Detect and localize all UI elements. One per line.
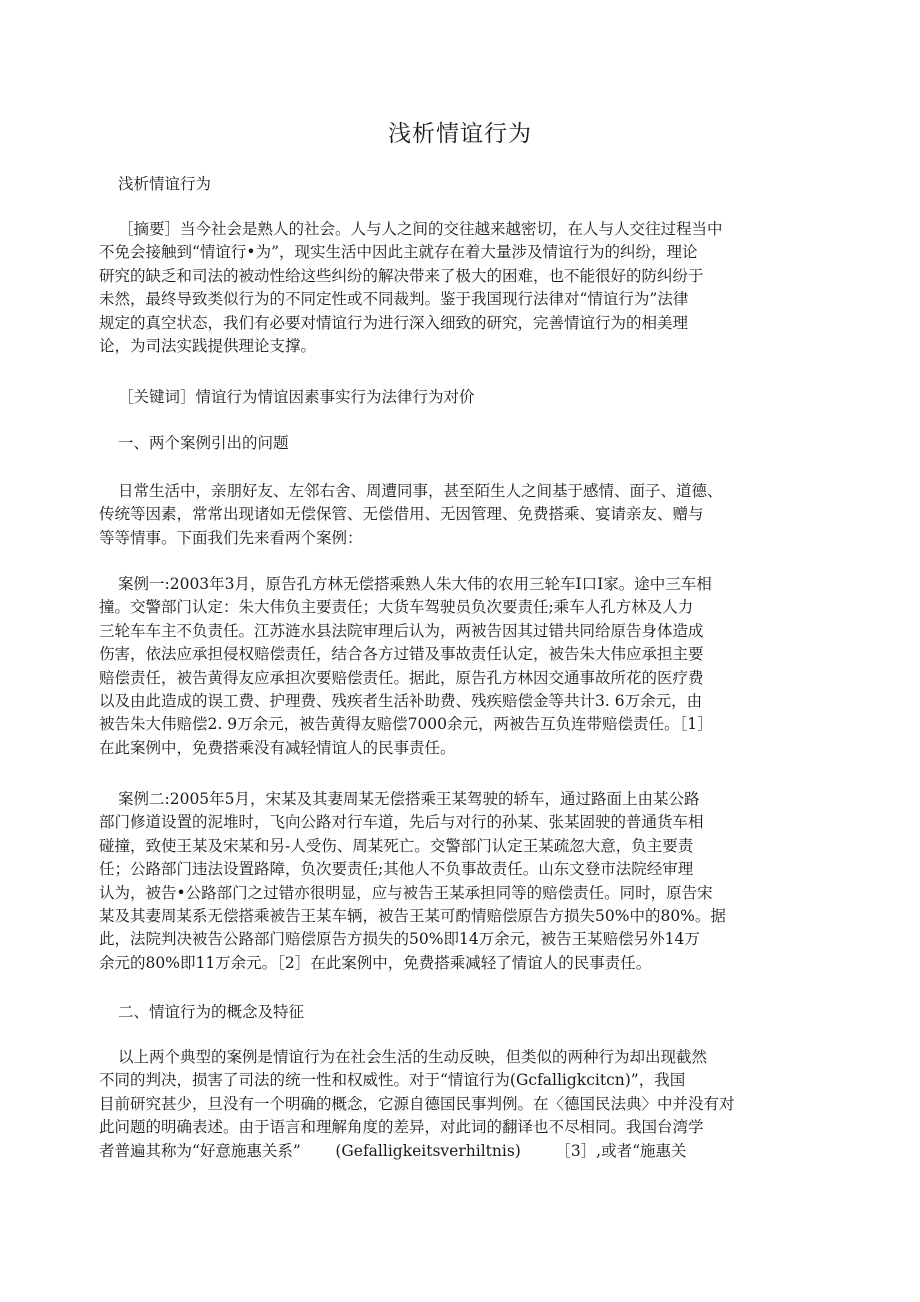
abstract-line: 研究的缺乏和司法的被动性给这些纠纷的解决带来了极大的困难，也不能很好的防纠纷于 bbox=[99, 266, 704, 285]
intro-line: 日常生活中，亲朋好友、左邻右舍、周遭同事，甚至陌生人之间基于感情、面子、道德、 bbox=[118, 482, 723, 500]
section1-intro-paragraph bbox=[99, 480, 823, 550]
section2-line: 目前研究甚少，旦没有一个明确的概念，它源自德国民事判例。在〈德国民法典〉中并没有对 bbox=[99, 1094, 735, 1113]
subtitle-paragraph bbox=[99, 173, 823, 196]
case1-line: 赔偿责任，被告黄得友应承担次要赔偿责任。据此，原告孔方林因交通事故所花的医疗费 bbox=[99, 668, 704, 687]
case2-line: 任；公路部门违法设置路障，负次要责任;其他人不负事故责任。山东文登市法院经审理 bbox=[99, 860, 694, 879]
abstract-line: 未然，最终导致类似行为的不同定性或不同裁判。鉴于我国现行法律对“情谊行为”法律 bbox=[99, 290, 689, 309]
case1-line: 撞。交警部门认定：朱大伟负主要责任；大货车驾驶员负次要责任;乘车人孔方林及人力 bbox=[99, 598, 694, 617]
abstract-line: 论，为司法实践提供理论支撑。 bbox=[99, 336, 317, 355]
keywords-paragraph bbox=[99, 386, 823, 409]
case2-line: 案例二:2005年5月，宋某及其妻周某无偿搭乘王某驾驶的轿车，通过路面上由某公路 bbox=[118, 790, 700, 808]
case1-line: 在此案例中，免费搭乘没有减轻情谊人的民事责任。 bbox=[99, 738, 456, 757]
section1-heading bbox=[99, 432, 823, 455]
section2-line: 此问题的明确表述。由于语言和理解角度的差异，对此词的翻译也不尽相同。我国台湾学 bbox=[99, 1118, 704, 1137]
intro-line: 传统等因素，常常出现诸如无偿保管、无偿借用、无因管理、免费搭乘、宴请亲友、赠与 bbox=[99, 505, 704, 524]
case2-paragraph bbox=[99, 788, 823, 975]
abstract-line: 不免会接触到“情谊行•为”，现实生活中因此主就存在着大量涉及情谊行为的纠纷，理论 bbox=[99, 243, 698, 262]
section2-line: 者普遍其称为“好意施惠关系” (Gefalligkeitsverhiltnis) ［3］,或者“施惠关 bbox=[99, 1141, 687, 1160]
case1-line: 三轮车车主不负责任。江苏涟水县法院审理后认为，两被告因其过错共同给原告身体造成 bbox=[99, 621, 704, 640]
case2-line: 余元的80%即11万余元。［2］在此案例中，免费搭乘减轻了情谊人的民事责任。 bbox=[99, 953, 652, 972]
case2-line: 部门修道设置的泥堆时，飞向公路对行车道，先后与对行的孙某、张某固驶的普通货车相 bbox=[99, 813, 704, 832]
case1-line: 伤害，依法应承担侵权赔偿责任，结合各方过错及事故责任认定，被告朱大伟应承担主要 bbox=[99, 645, 704, 664]
abstract-line: ［摘要］当今社会是熟人的社会。人与人之间的交往越来越密切，在人与人交往过程当中 bbox=[118, 220, 723, 238]
case2-line: 此，法院判决被告公路部门赔偿原告方损失的50%即14万余元，被告王某赔偿另外14万 bbox=[99, 930, 700, 949]
case1-line: 以及由此造成的误工费、护理费、残疾者生活补助费、残疾赔偿金等共计3. 6万余元，由 bbox=[99, 691, 703, 710]
abstract-line: 规定的真空状态，我们有必要对情谊行为进行深入细致的研究，完善情谊行为的相美理 bbox=[99, 313, 689, 332]
case2-line: 碰撞，致使王某及宋某和另-人受伤、周某死亡。交警部门认定王某疏忽大意，负主要责 bbox=[99, 836, 694, 855]
document-title: 浅析情谊行为 bbox=[388, 121, 532, 147]
case2-line: 认为，被告•公路部门之过错亦很明显，应与被告王某承担同等的赔偿责任。同时，原告宋 bbox=[99, 883, 713, 902]
case1-line: 被告朱大伟赔偿2. 9万余元，被告黄得友赔偿7000余元，两被告互负连带赔偿责任。［1］ bbox=[99, 715, 713, 734]
section2-paragraph bbox=[99, 1046, 823, 1163]
abstract-paragraph bbox=[99, 218, 823, 358]
section2-line: 以上两个典型的案例是情谊行为在社会生活的生动反映，但类似的两种行为却出现截然 bbox=[118, 1048, 708, 1066]
section2-heading-text: 二、情谊行为的概念及特征 bbox=[118, 1003, 305, 1021]
subtitle-line: 浅析情谊行为 bbox=[118, 175, 212, 193]
section2-line: 不同的判决，损害了司法的统一性和权威性。对于“情谊行为(Gcfalligkcitcn)”，我国 bbox=[99, 1071, 686, 1090]
case2-line: 某及其妻周某系无偿搭乘被告王某车辆，被告王某可酌情赔偿原告方损失50%中的80%。据 bbox=[99, 906, 726, 925]
case1-paragraph bbox=[99, 573, 823, 760]
keywords-line: ［关键词］情谊行为情谊因素事实行为法律行为对价 bbox=[118, 388, 475, 406]
section2-heading bbox=[99, 1001, 823, 1024]
case1-line: 案例一:2003年3月，原告孔方林无偿搭乘熟人朱大伟的农用三轮车I口I家。途中三车相 bbox=[118, 575, 712, 593]
intro-line: 等等情事。下面我们先来看两个案例： bbox=[99, 528, 363, 547]
section1-heading-text: 一、两个案例引出的问题 bbox=[118, 434, 289, 452]
